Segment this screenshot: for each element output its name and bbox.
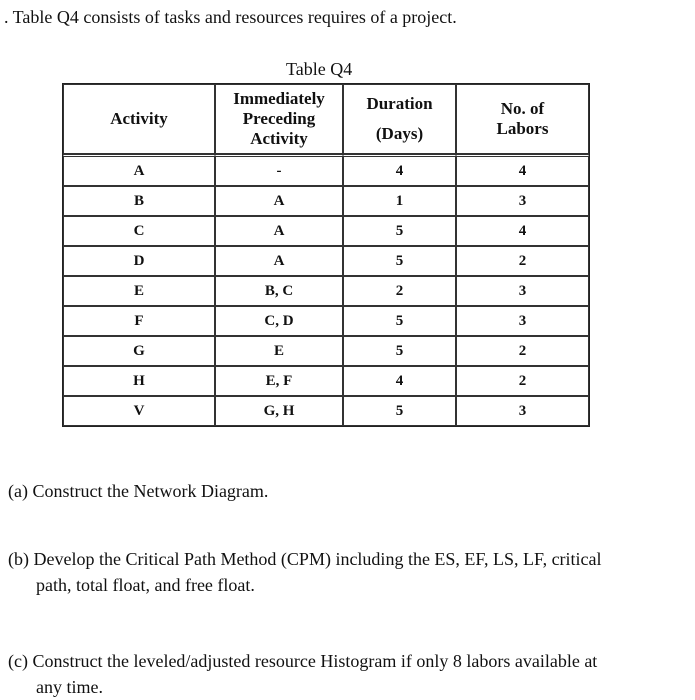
table-row <box>63 396 589 426</box>
activity-cell: V <box>63 396 215 426</box>
preceding-cell: A <box>215 246 343 276</box>
labors-cell: 3 <box>456 306 589 336</box>
activity-cell: G <box>63 336 215 366</box>
question-a: (a) Construct the Network Diagram. <box>8 481 269 501</box>
labors-cell: 3 <box>456 276 589 306</box>
duration-cell: 4 <box>343 366 456 396</box>
table-row <box>63 336 589 366</box>
intro-text: . Table Q4 consists of tasks and resources requires of a project. <box>4 7 457 27</box>
table-caption: Table Q4 <box>286 59 353 79</box>
header-activity: Activity <box>63 84 215 154</box>
question-b: (b) Develop the Critical Path Method (CPM) including the ES, EF, LS, LF, critical path, total float, and free float. <box>8 549 602 595</box>
duration-cell: 1 <box>343 186 456 216</box>
duration-cell: 5 <box>343 246 456 276</box>
duration-cell: 5 <box>343 336 456 366</box>
labors-cell: 3 <box>456 396 589 426</box>
duration-cell: 4 <box>343 154 456 186</box>
activity-cell: H <box>63 366 215 396</box>
header-preceding-activity: Immediately Preceding Activity <box>215 84 343 154</box>
duration-cell: 5 <box>343 306 456 336</box>
labors-cell: 2 <box>456 336 589 366</box>
table-row <box>63 216 589 246</box>
preceding-cell: A <box>215 186 343 216</box>
labors-cell: 2 <box>456 366 589 396</box>
header-duration: Duration (Days) <box>343 84 456 154</box>
table-row <box>63 154 589 186</box>
preceding-cell: - <box>215 154 343 186</box>
preceding-cell: E <box>215 336 343 366</box>
preceding-cell: C, D <box>215 306 343 336</box>
preceding-cell: E, F <box>215 366 343 396</box>
activity-cell: A <box>63 154 215 186</box>
table-row <box>63 276 589 306</box>
activity-cell: F <box>63 306 215 336</box>
labors-cell: 4 <box>456 154 589 186</box>
labors-cell: 2 <box>456 246 589 276</box>
table-row <box>63 306 589 336</box>
activity-cell: D <box>63 246 215 276</box>
table-header-row <box>63 84 589 154</box>
question-c: (c) Construct the leveled/adjusted resource Histogram if only 8 labors available at any time. <box>8 651 598 697</box>
labors-cell: 3 <box>456 186 589 216</box>
duration-cell: 5 <box>343 396 456 426</box>
activity-cell: E <box>63 276 215 306</box>
activity-cell: C <box>63 216 215 246</box>
header-labors: No. of Labors <box>456 84 589 154</box>
preceding-cell: B, C <box>215 276 343 306</box>
duration-cell: 5 <box>343 216 456 246</box>
labors-cell: 4 <box>456 216 589 246</box>
task-resource-table <box>62 83 590 427</box>
preceding-cell: A <box>215 216 343 246</box>
duration-cell: 2 <box>343 276 456 306</box>
table-row <box>63 186 589 216</box>
table-row <box>63 246 589 276</box>
preceding-cell: G, H <box>215 396 343 426</box>
table-row <box>63 366 589 396</box>
activity-cell: B <box>63 186 215 216</box>
